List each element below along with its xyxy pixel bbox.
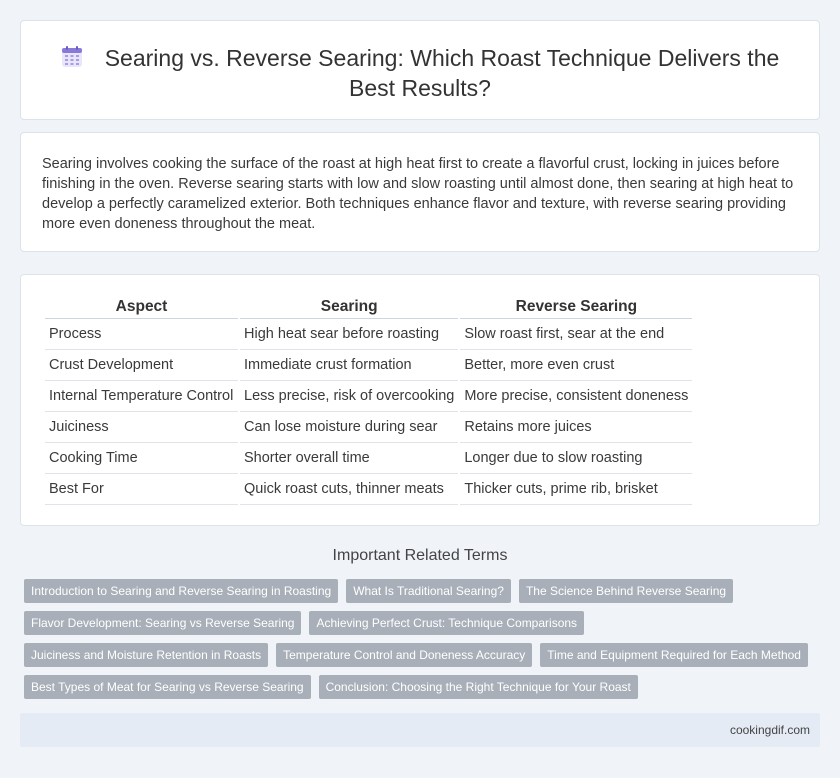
related-term-tag[interactable]: Temperature Control and Doneness Accuracy bbox=[276, 643, 532, 667]
related-term-tag[interactable]: Time and Equipment Required for Each Method bbox=[540, 643, 808, 667]
related-term-tag[interactable]: Conclusion: Choosing the Right Technique for Your Roast bbox=[319, 675, 638, 699]
summary-card bbox=[20, 132, 820, 252]
header-searing: Searing bbox=[240, 295, 458, 319]
footer bbox=[20, 713, 820, 747]
tag-row bbox=[24, 675, 824, 699]
related-term-tag[interactable]: What Is Traditional Searing? bbox=[346, 579, 511, 603]
header-reverse-searing: Reverse Searing bbox=[460, 295, 692, 319]
comparison-card bbox=[20, 274, 820, 526]
table-cell: Can lose moisture during sear bbox=[240, 412, 458, 443]
tag-row bbox=[24, 579, 824, 603]
tag-row bbox=[24, 643, 824, 667]
table-row bbox=[45, 474, 692, 505]
page-title-text: Searing vs. Reverse Searing: Which Roast Technique Delivers the Best Results? bbox=[104, 45, 780, 101]
table-row bbox=[45, 412, 692, 443]
table-cell: Longer due to slow roasting bbox=[460, 443, 692, 474]
related-term-tag[interactable]: Juiciness and Moisture Retention in Roasts bbox=[24, 643, 268, 667]
summary-paragraph: Searing involves cooking the surface of the roast at high heat first to create a flavorful crust, locking in juices before finishing in the oven. Reverse searing starts with low and slow roasting until almost done, then searing at high heat to develop a perfectly caramelized exterior. Both techniques enhance flavor and texture, with reverse searing providing more even doneness throughout the meat. bbox=[42, 156, 794, 232]
related-term-tag[interactable]: Achieving Perfect Crust: Technique Comparisons bbox=[309, 611, 584, 635]
table-header-row bbox=[45, 295, 692, 319]
table-cell: Thicker cuts, prime rib, brisket bbox=[460, 474, 692, 505]
calendar-icon bbox=[61, 46, 83, 68]
table-row bbox=[45, 350, 692, 381]
related-term-tag[interactable]: Best Types of Meat for Searing vs Reverse Searing bbox=[24, 675, 311, 699]
tag-row bbox=[24, 611, 824, 635]
table-cell: More precise, consistent doneness bbox=[460, 381, 692, 412]
related-term-tag[interactable]: The Science Behind Reverse Searing bbox=[519, 579, 733, 603]
title-card bbox=[20, 20, 820, 120]
table-cell: Process bbox=[45, 319, 238, 350]
table-cell: Shorter overall time bbox=[240, 443, 458, 474]
page-title bbox=[21, 43, 819, 103]
related-term-tag[interactable]: Flavor Development: Searing vs Reverse Searing bbox=[24, 611, 301, 635]
table-cell: Immediate crust formation bbox=[240, 350, 458, 381]
table-cell: High heat sear before roasting bbox=[240, 319, 458, 350]
table-row bbox=[45, 381, 692, 412]
table-cell: Best For bbox=[45, 474, 238, 505]
table-cell: Retains more juices bbox=[460, 412, 692, 443]
header-aspect: Aspect bbox=[45, 295, 238, 319]
table-cell: Crust Development bbox=[45, 350, 238, 381]
table-row bbox=[45, 443, 692, 474]
table-cell: Less precise, risk of overcooking bbox=[240, 381, 458, 412]
table-cell: Better, more even crust bbox=[460, 350, 692, 381]
footer-site-name[interactable]: cookingdif.com bbox=[729, 723, 810, 737]
table-row bbox=[45, 319, 692, 350]
table-cell: Quick roast cuts, thinner meats bbox=[240, 474, 458, 505]
table-cell: Juiciness bbox=[45, 412, 238, 443]
table-cell: Slow roast first, sear at the end bbox=[460, 319, 692, 350]
related-term-tag[interactable]: Introduction to Searing and Reverse Searing in Roasting bbox=[24, 579, 338, 603]
table-cell: Internal Temperature Control bbox=[45, 381, 238, 412]
related-terms-heading: Important Related Terms bbox=[332, 547, 508, 564]
table-cell: Cooking Time bbox=[45, 443, 238, 474]
comparison-table bbox=[43, 295, 694, 505]
related-terms-list bbox=[24, 579, 824, 707]
